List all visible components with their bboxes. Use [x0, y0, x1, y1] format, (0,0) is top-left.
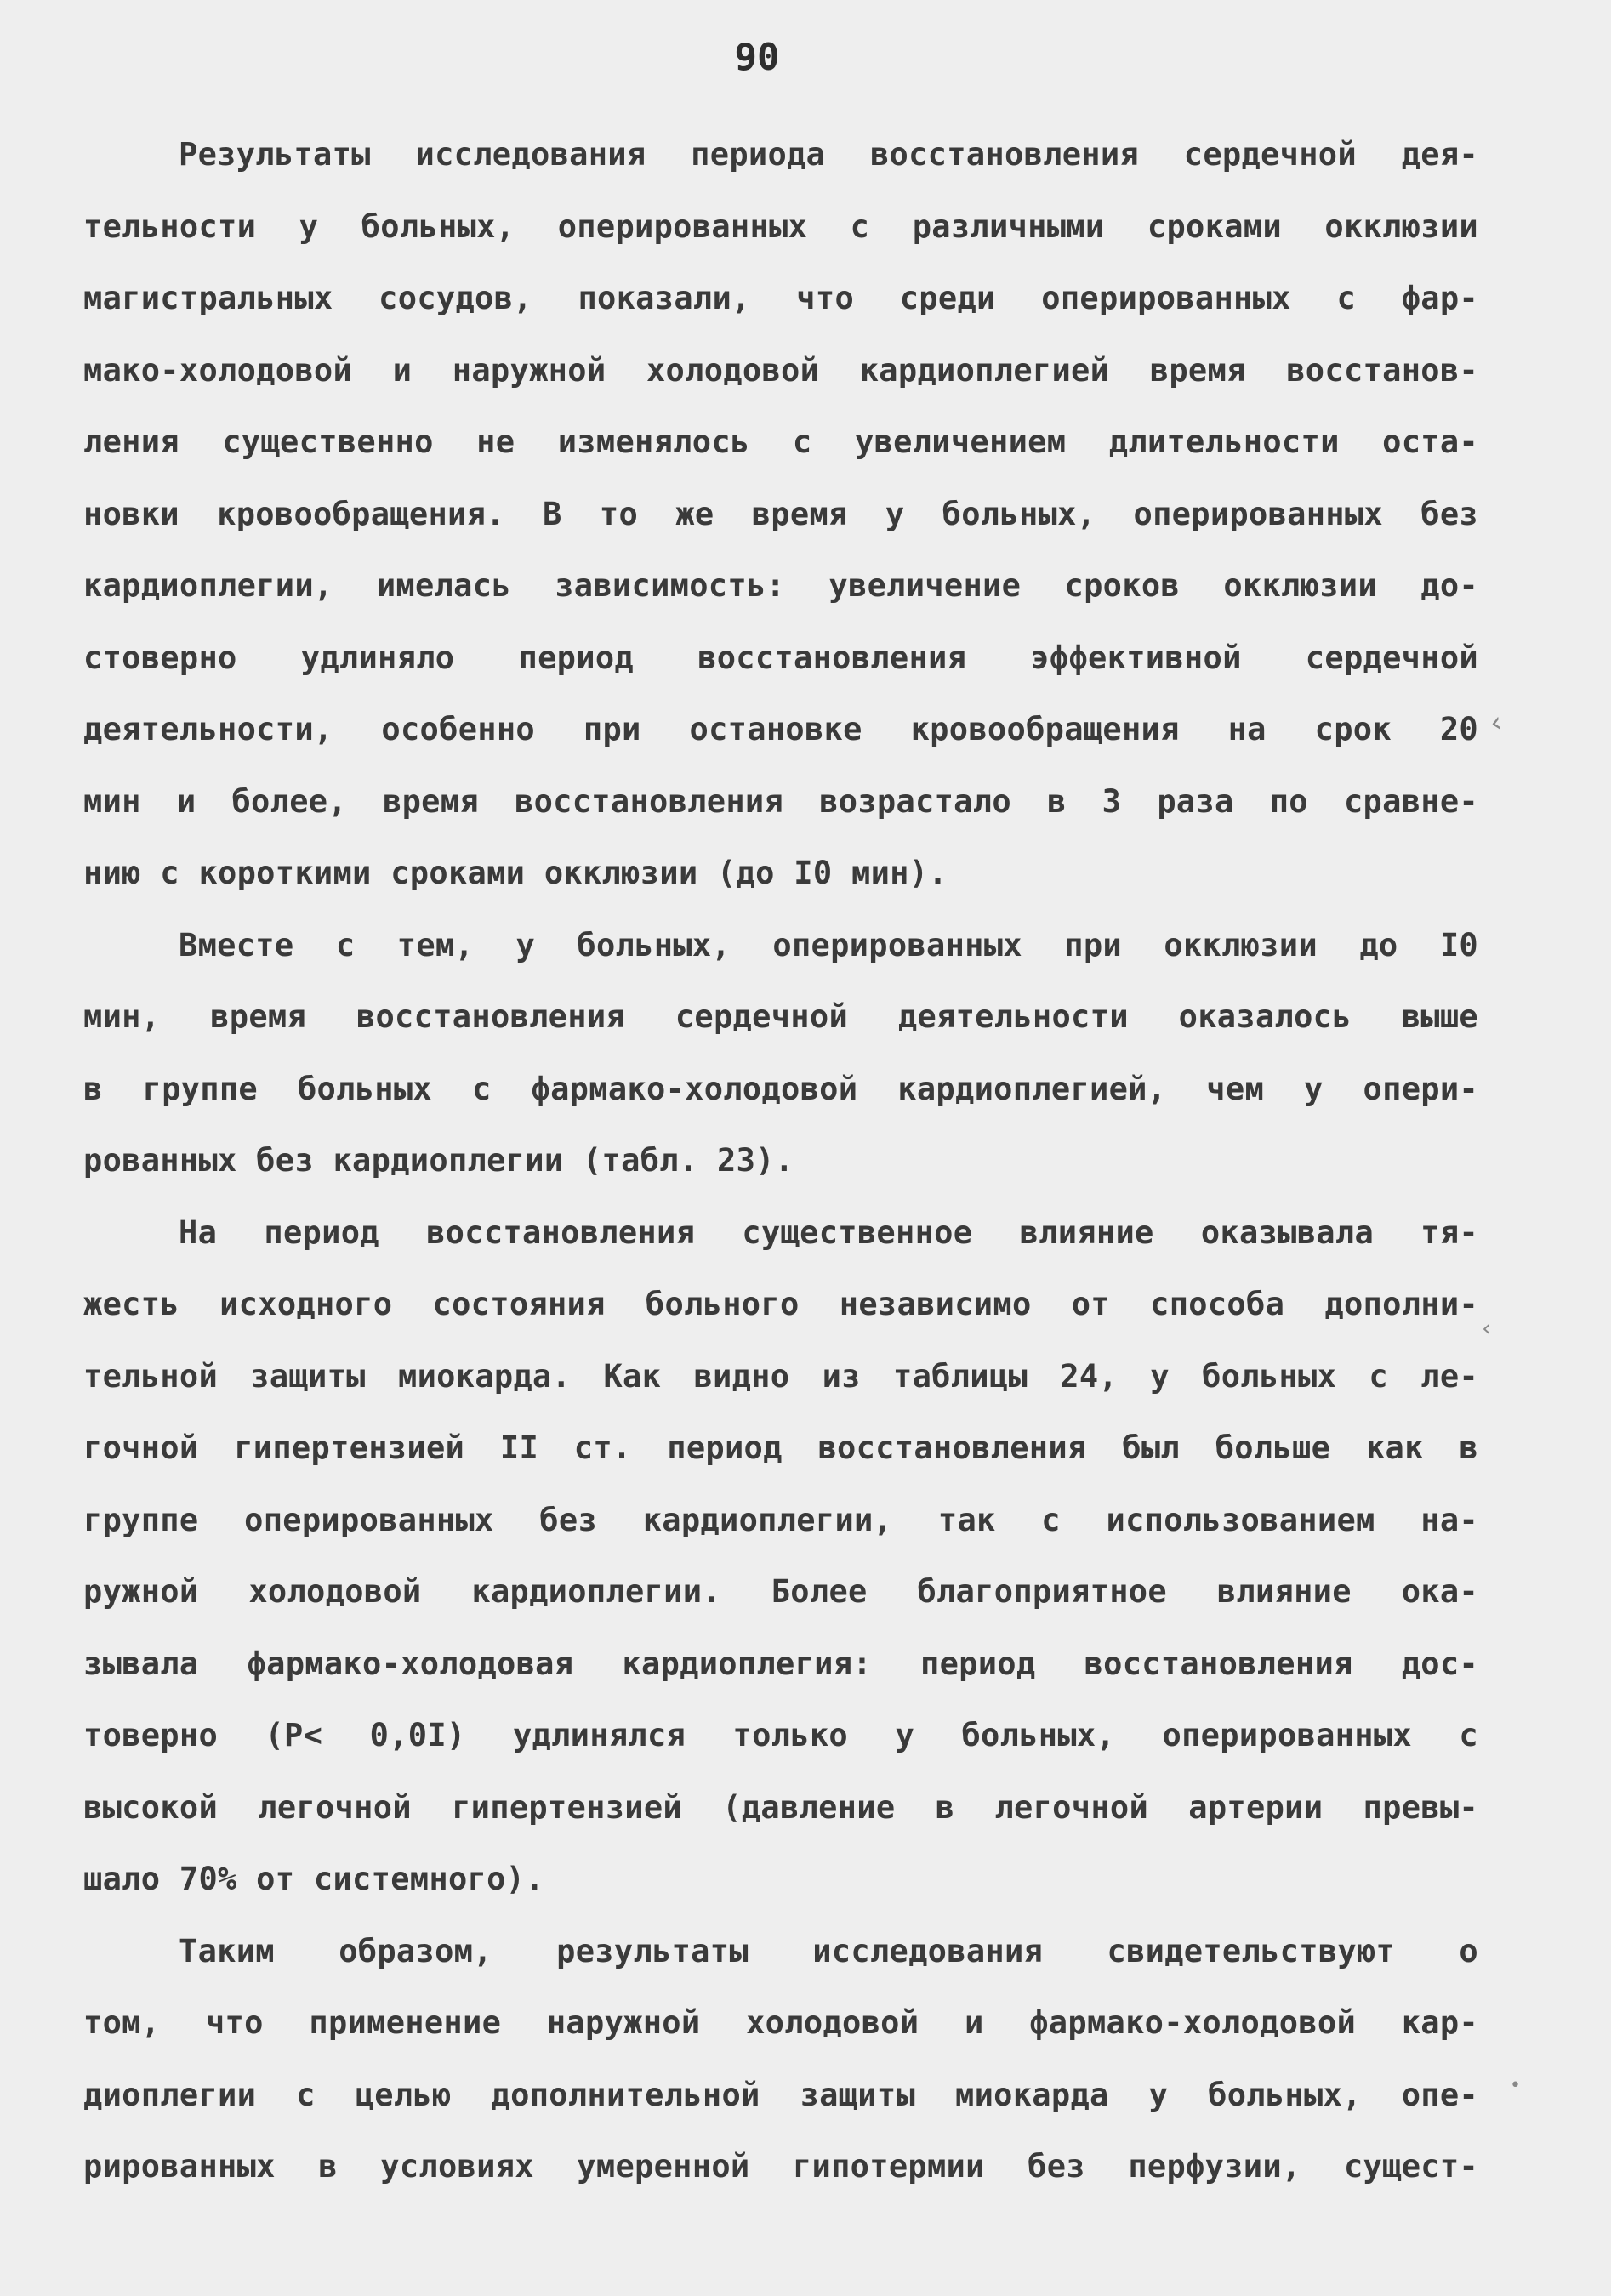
text-line: деятельности, особенно при остановке кровообращения на срок 20	[83, 711, 1478, 747]
margin-tick-mark: ‹	[1487, 705, 1505, 741]
text-line: ления существенно не изменялось с увеличением длительности оста-	[83, 423, 1478, 460]
margin-tick-mark: ‹	[1482, 1314, 1492, 1342]
text-line: товерно (P< 0,0I) удлинялся только у больных, оперированных с	[83, 1717, 1478, 1753]
text-line: рованных без кардиоплегии (табл. 23).	[83, 1142, 794, 1179]
text-line: в группе больных с фармако-холодовой кардиоплегией, чем у опери-	[83, 1070, 1478, 1107]
text-line: мин, время восстановления сердечной деятельности оказалось выше	[83, 998, 1478, 1035]
text-line: ружной холодовой кардиоплегии. Более благоприятное влияние ока-	[83, 1573, 1478, 1610]
text-line: шало 70% от системного).	[83, 1861, 544, 1897]
text-line: мин и более, время восстановления возрастало в 3 раза по сравне-	[83, 782, 1478, 820]
text-line: группе оперированных без кардиоплегии, так с использованием на-	[83, 1501, 1478, 1538]
margin-dot-mark: •	[1510, 2075, 1521, 2096]
text-line: стоверно удлиняло период восстановления эффективной сердечной	[83, 639, 1478, 676]
body-text	[83, 119, 1478, 2203]
text-line: том, что применение наружной холодовой и фармако-холодовой кар-	[83, 2004, 1478, 2041]
text-line: Результаты исследования периода восстановления сердечной дея-	[179, 136, 1478, 173]
text-line: диоплегии с целью дополнительной защиты миокарда у больных, опе-	[83, 2076, 1478, 2113]
text-line: гочной гипертензией II ст. период восстановления был больше как в	[83, 1429, 1478, 1466]
text-line: зывала фармако-холодовая кардиоплегия: период восстановления дос-	[83, 1645, 1478, 1682]
text-line: Таким образом, результаты исследования свидетельствуют о	[179, 1932, 1478, 1969]
text-line: тельности у больных, оперированных с различными сроками окклюзии	[83, 207, 1478, 245]
text-line: На период восстановления существенное влияние оказывала тя-	[179, 1213, 1478, 1251]
text-line: мако-холодовой и наружной холодовой кардиоплегией время восстанов-	[83, 351, 1478, 389]
text-line: кардиоплегии, имелась зависимость: увеличение сроков окклюзии до-	[83, 567, 1478, 604]
text-line: нию с короткими сроками окклюзии (до I0 мин).	[83, 855, 948, 891]
text-line: тельной защиты миокарда. Как видно из таблицы 24, у больных с ле-	[83, 1357, 1478, 1395]
text-line: новки кровообращения. В то же время у больных, оперированных без	[83, 495, 1478, 532]
text-line: жесть исходного состояния больного независимо от способа дополни-	[83, 1286, 1478, 1322]
text-line: Вместе с тем, у больных, оперированных при окклюзии до I0	[179, 926, 1478, 963]
text-line: высокой легочной гипертензией (давление в легочной артерии превы-	[83, 1788, 1478, 1826]
text-line: рированных в условиях умеренной гипотермии без перфузии, сущест-	[83, 2148, 1478, 2185]
text-line: магистральных сосудов, показали, что среди оперированных с фар-	[83, 280, 1478, 316]
page-number: 90	[734, 36, 780, 79]
